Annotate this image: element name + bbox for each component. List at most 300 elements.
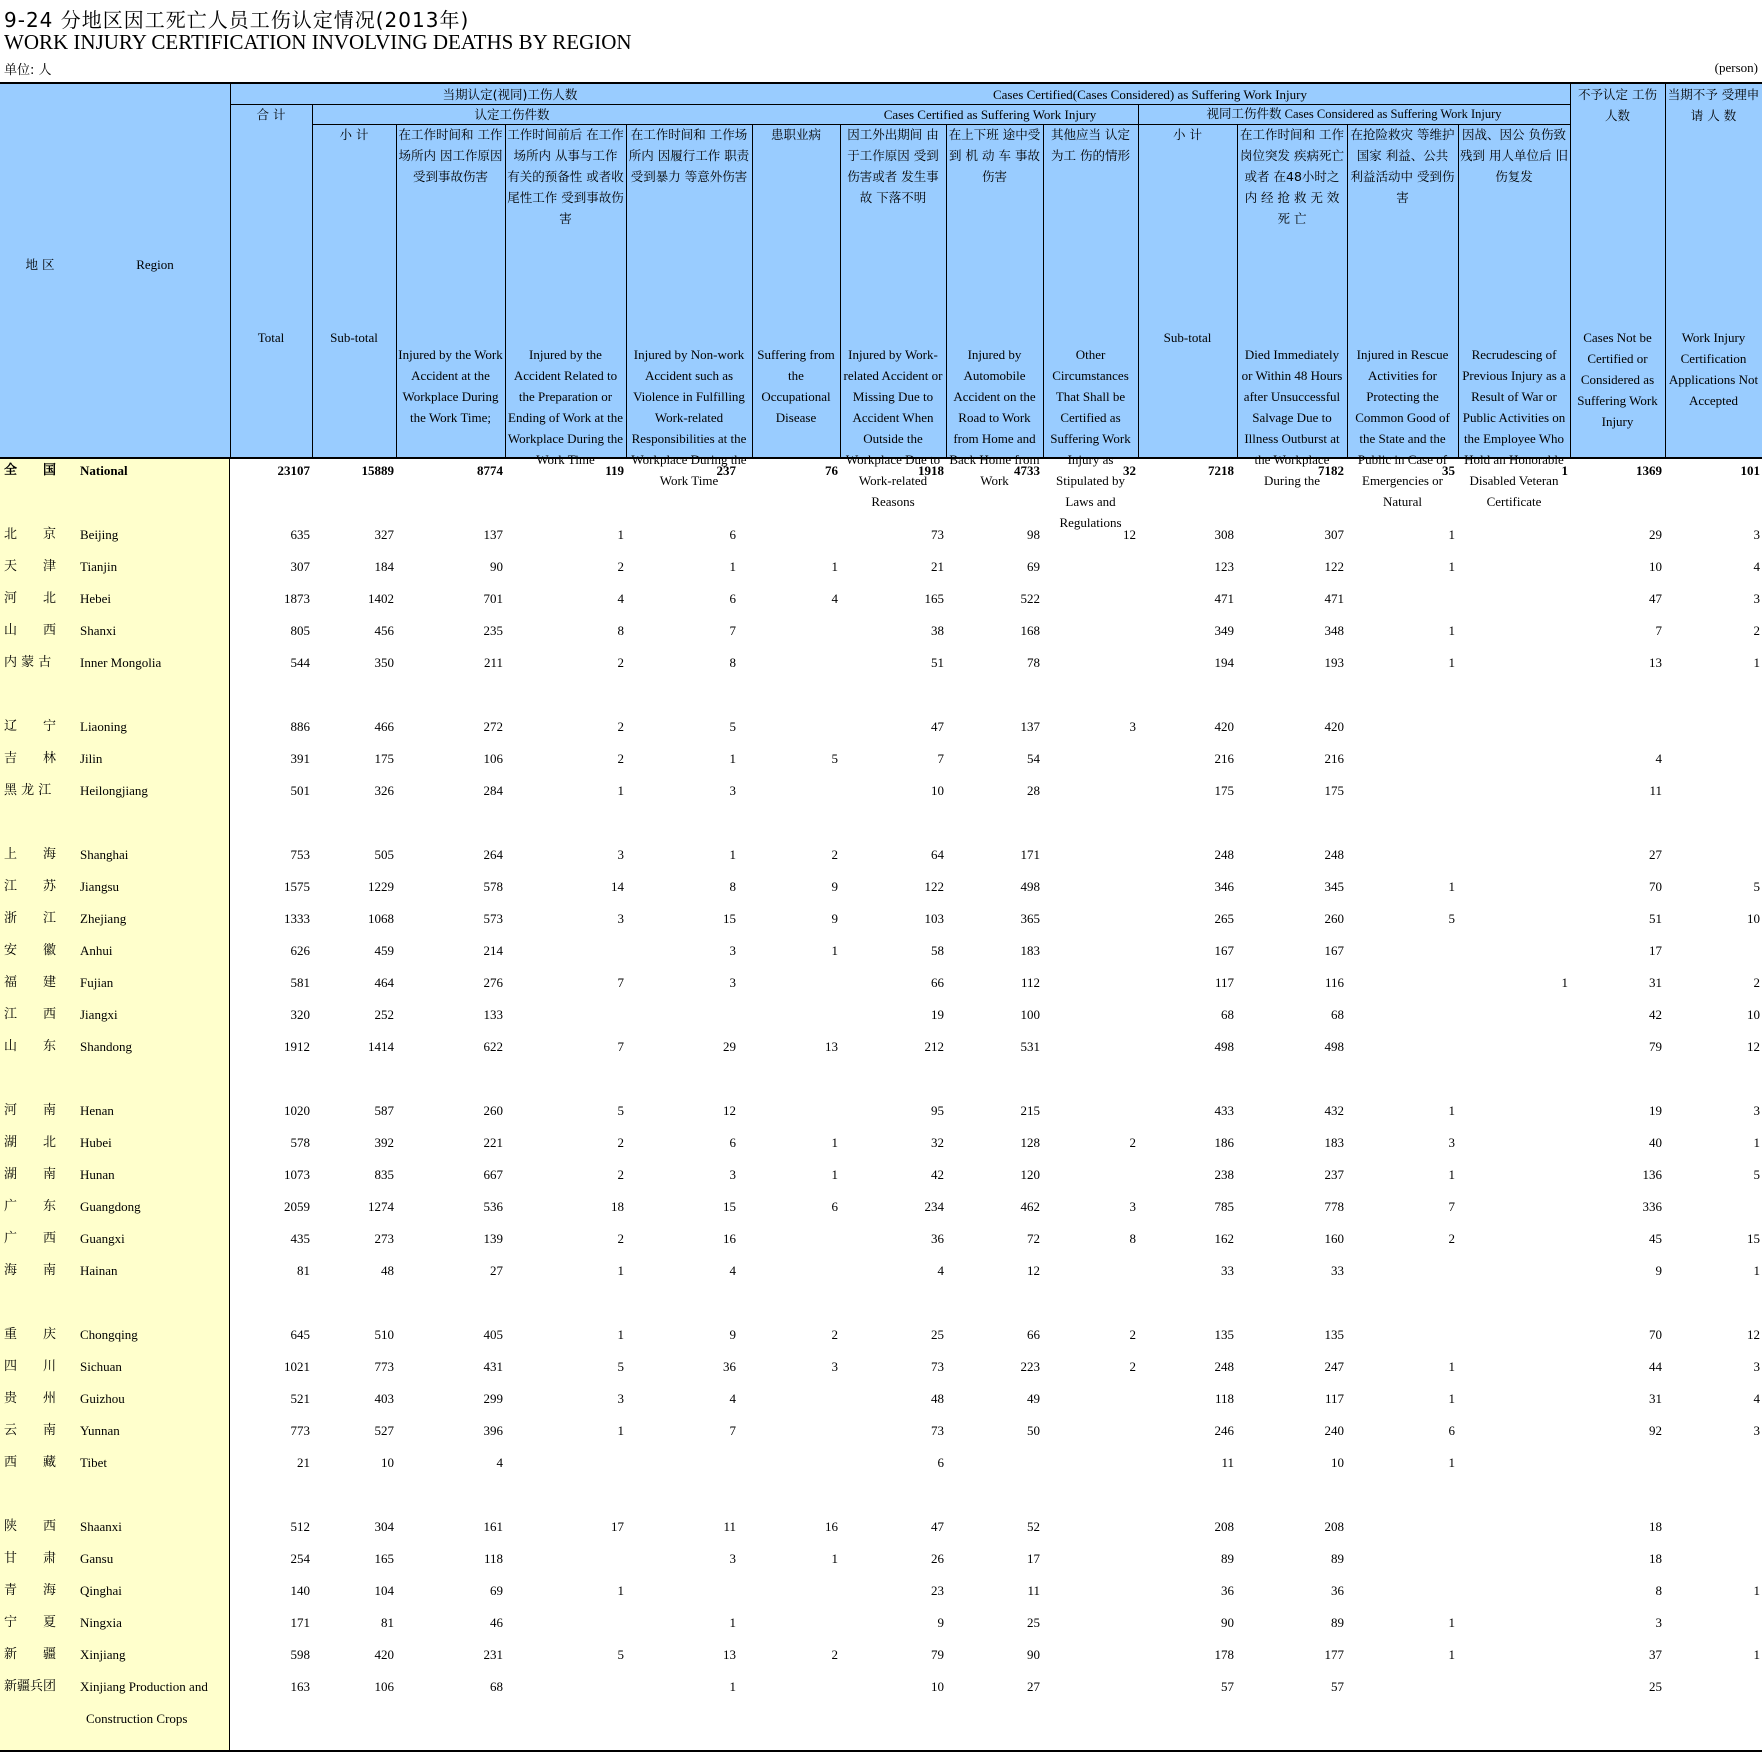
- table-cell: 117: [1214, 975, 1234, 990]
- table-cell: 9: [831, 911, 838, 926]
- table-cell: 47: [931, 719, 944, 734]
- row-region-en: Shaanxi: [80, 1519, 122, 1534]
- table-cell: 349: [1214, 623, 1234, 638]
- header-col-cn: 小 计: [1173, 127, 1202, 142]
- header-col-2: [312, 124, 396, 457]
- header-not-certified-cn: 不予认定 工伤人数: [1578, 87, 1657, 123]
- table-cell: 128: [1020, 1135, 1040, 1150]
- row-region-cn: 广 西: [4, 1231, 57, 1246]
- table-cell: 1: [729, 847, 736, 862]
- table-cell: 1: [1448, 1359, 1455, 1374]
- table-cell: 48: [931, 1391, 944, 1406]
- table-cell: 136: [1642, 1167, 1662, 1182]
- table-cell: 326: [374, 783, 394, 798]
- table-cell: 183: [1020, 943, 1040, 958]
- header-col-6: [752, 124, 840, 457]
- table-cell: 2: [617, 751, 624, 766]
- table-cell: 3: [1753, 1103, 1760, 1118]
- table-cell: 160: [1324, 1231, 1344, 1246]
- title-en: WORK INJURY CERTIFICATION INVOLVING DEATHS BY REGION: [4, 30, 632, 54]
- table-cell: 521: [290, 1391, 310, 1406]
- title-cn: 9-24 分地区因工死亡人员工伤认定情况(2013年): [4, 8, 470, 32]
- table-cell: 18: [1649, 1519, 1662, 1534]
- row-region-cn: 河 南: [4, 1103, 57, 1118]
- table-cell: 18: [1649, 1551, 1662, 1566]
- row-region-cn: 浙 江: [4, 911, 57, 926]
- table-cell: 4: [729, 1391, 736, 1406]
- table-cell: 116: [1324, 975, 1344, 990]
- table-cell: 3: [1129, 1199, 1136, 1214]
- header-col-3: [396, 124, 505, 457]
- table-cell: 1: [1448, 1103, 1455, 1118]
- table-cell: 162: [1214, 1231, 1234, 1246]
- table-cell: 1: [1753, 1263, 1760, 1278]
- header-col-en: Other Circumstances That Shall be Certified as Suffering Work Injury as Stipulated by Laws and Regulations: [1050, 347, 1131, 530]
- row-region-en: Tibet: [80, 1455, 107, 1470]
- row-region-cn: 湖 南: [4, 1167, 57, 1182]
- table-row: [0, 1192, 1762, 1222]
- table-row: [0, 1640, 1762, 1670]
- row-region-en: Yunnan: [80, 1423, 120, 1438]
- row-region-cn: 江 西: [4, 1007, 57, 1022]
- table-cell: 112: [1020, 975, 1040, 990]
- table-cell: 420: [1214, 719, 1234, 734]
- table-cell: 47: [931, 1519, 944, 1534]
- table-cell: 420: [1324, 719, 1344, 734]
- row-region-cn: 陕 西: [4, 1519, 57, 1534]
- table-cell: 68: [1221, 1007, 1234, 1022]
- table-cell: 70: [1649, 1327, 1662, 1342]
- table-cell: 1: [1448, 1647, 1455, 1662]
- table-cell: 11: [723, 1519, 736, 1534]
- row-region-cn: 重 庆: [4, 1327, 57, 1342]
- table-row: [0, 1672, 1762, 1726]
- table-cell: 2: [831, 1327, 838, 1342]
- table-cell: 16: [825, 1519, 838, 1534]
- header-region-en: Region: [136, 257, 174, 272]
- row-region-cn: 广 东: [4, 1199, 57, 1214]
- table-cell: 5: [617, 1103, 624, 1118]
- table-cell: 29: [1649, 527, 1662, 542]
- table-cell: 6: [937, 1455, 944, 1470]
- row-region-en: Ningxia: [80, 1615, 122, 1630]
- table-cell: 1: [617, 1583, 624, 1598]
- table-cell: 265: [1214, 911, 1234, 926]
- table-cell: 9: [729, 1327, 736, 1342]
- table-cell: 29: [723, 1039, 736, 1054]
- table-cell: 51: [1649, 911, 1662, 926]
- table-cell: 167: [1324, 943, 1344, 958]
- table-cell: 1: [831, 1167, 838, 1182]
- table-cell: 2: [617, 719, 624, 734]
- table-cell: 79: [931, 1647, 944, 1662]
- table-row: [0, 744, 1762, 774]
- table-cell: 51: [931, 655, 944, 670]
- table-cell: 8: [729, 655, 736, 670]
- table-cell: 3: [617, 1391, 624, 1406]
- table-cell: 68: [490, 1679, 503, 1694]
- table-row: [0, 1576, 1762, 1606]
- table-cell: 260: [483, 1103, 503, 1118]
- table-cell: 27: [1027, 1679, 1040, 1694]
- table-cell: 104: [374, 1583, 394, 1598]
- table-cell: 36: [1221, 1583, 1234, 1598]
- table-cell: 1: [1448, 527, 1455, 542]
- table-cell: 498: [1020, 879, 1040, 894]
- table-cell: 36: [1331, 1583, 1344, 1598]
- table-cell: 1: [617, 1263, 624, 1278]
- table-cell: 13: [1649, 655, 1662, 670]
- table-cell: 1333: [284, 911, 310, 926]
- table-cell: 1: [1448, 559, 1455, 574]
- table-cell: 4: [1753, 1391, 1760, 1406]
- table-cell: 667: [483, 1167, 503, 1182]
- header-col-1: [230, 104, 312, 457]
- row-region-en: Hainan: [80, 1263, 118, 1278]
- table-cell: 17: [1649, 943, 1662, 958]
- table-cell: 208: [1324, 1519, 1344, 1534]
- table-cell: 1: [617, 527, 624, 542]
- header-col-en: Died Immediately or Within 48 Hours after Unsuccessful Salvage Due to Illness Outburst at the Workplace During the: [1241, 347, 1343, 488]
- table-cell: 345: [1324, 879, 1344, 894]
- unit-label: 单位: 人: [4, 63, 52, 78]
- table-row: [0, 584, 1762, 614]
- table-cell: 1: [831, 1551, 838, 1566]
- table-row: [0, 648, 1762, 678]
- row-region-en: Shandong: [80, 1039, 132, 1054]
- table-cell: 6: [729, 527, 736, 542]
- table-cell: 246: [1214, 1423, 1234, 1438]
- header-col-cn: 在工作时间和 工作场所内 因工作原因 受到事故伤害: [398, 127, 503, 184]
- table-row: [0, 872, 1762, 902]
- row-region-en: Zhejiang: [80, 911, 127, 926]
- table-cell: 581: [290, 975, 310, 990]
- table-cell: 805: [290, 623, 310, 638]
- header-col-cn: 在工作时间和 工作场所内 因履行工作 职责受到暴力 等意外伤害: [628, 127, 750, 184]
- table-cell: 3: [1753, 1359, 1760, 1374]
- table-cell: 886: [290, 719, 310, 734]
- table-cell: 3: [1753, 591, 1760, 606]
- table-cell: 15: [723, 1199, 736, 1214]
- table-cell: 5: [1753, 1167, 1760, 1182]
- table-cell: 31: [1649, 1391, 1662, 1406]
- table-cell: 307: [290, 559, 310, 574]
- table-cell: 304: [374, 1519, 394, 1534]
- table-cell: 1414: [368, 1039, 394, 1054]
- table-cell: 578: [483, 879, 503, 894]
- table-cell: 13: [825, 1039, 838, 1054]
- header-not-accepted-cn: 当期不予 受理申请 人 数: [1667, 87, 1760, 123]
- header-col-cn: 小 计: [339, 127, 369, 142]
- table-cell: 1: [617, 1327, 624, 1342]
- table-cell: 106: [374, 1679, 394, 1694]
- row-region-en: Shanxi: [80, 623, 117, 638]
- table-cell: 17: [611, 1519, 624, 1534]
- table-cell: 1: [1448, 655, 1455, 670]
- row-region-cn: 内 蒙 古: [4, 655, 52, 670]
- table-cell: 89: [1331, 1615, 1344, 1630]
- table-cell: 276: [483, 975, 503, 990]
- header-col-cn: 患职业病: [770, 127, 821, 142]
- table-cell: 161: [483, 1519, 503, 1534]
- table-cell: 89: [1331, 1551, 1344, 1566]
- header-col-en: Injured in Rescue Activities for Protecting the Common Good of the State and the Public in Case of Emergencies or Natural: [1355, 347, 1450, 509]
- table-cell: 2: [831, 847, 838, 862]
- table-cell: 8: [729, 879, 736, 894]
- header-col-cn: 在上下班 途中受到 机 动 车 事故伤害: [948, 127, 1041, 184]
- table-cell: 464: [374, 975, 394, 990]
- table-cell: 52: [1027, 1519, 1040, 1534]
- table-cell: 1021: [284, 1359, 310, 1374]
- table-cell: 396: [483, 1423, 503, 1438]
- row-region-en: Heilongjiang: [80, 783, 148, 798]
- row-region-en: Anhui: [80, 943, 113, 958]
- table-cell: 168: [1020, 623, 1040, 638]
- table-cell: 5: [617, 1359, 624, 1374]
- table-cell: 598: [290, 1647, 310, 1662]
- table-cell: 835: [374, 1167, 394, 1182]
- table-cell: 501: [290, 783, 310, 798]
- table-cell: 701: [483, 591, 503, 606]
- table-cell: 1: [1561, 463, 1568, 478]
- table-cell: 119: [605, 463, 624, 478]
- row-region-en: Chongqing: [80, 1327, 138, 1342]
- table-cell: 462: [1020, 1199, 1040, 1214]
- table-cell: 773: [290, 1423, 310, 1438]
- table-cell: 272: [483, 719, 503, 734]
- table-cell: 7: [617, 975, 624, 990]
- row-region-en: Jiangsu: [80, 879, 119, 894]
- header-col-en: Injured by Work-related Accident or Missing Due to Accident When Outside the Workplace Due to Work-related Reasons: [843, 347, 943, 509]
- table-cell: 247: [1324, 1359, 1344, 1374]
- table-cell: 32: [931, 1135, 944, 1150]
- table-cell: 211: [483, 655, 503, 670]
- table-cell: 522: [1020, 591, 1040, 606]
- table-cell: 10: [931, 1679, 944, 1694]
- row-region-en: Beijing: [80, 527, 119, 542]
- table-cell: 122: [924, 879, 944, 894]
- table-cell: 308: [1214, 527, 1234, 542]
- table-cell: 7: [1448, 1199, 1455, 1214]
- table-cell: 536: [483, 1199, 503, 1214]
- table-cell: 1: [1448, 1615, 1455, 1630]
- header-col-en: Cases Not be Certified or Considered as Suffering Work Injury: [1577, 330, 1658, 429]
- row-region-en: Qinghai: [80, 1583, 122, 1598]
- table-cell: 165: [374, 1551, 394, 1566]
- table-row: [0, 1320, 1762, 1350]
- table-cell: 23107: [277, 463, 310, 478]
- table-cell: 21: [931, 559, 944, 574]
- header-top-cn: 当期认定(视同)工伤人数: [442, 87, 578, 102]
- table-cell: 92: [1649, 1423, 1662, 1438]
- table-cell: 31: [1649, 975, 1662, 990]
- table-cell: 8: [1129, 1231, 1136, 1246]
- row-region-en: Guizhou: [80, 1391, 125, 1406]
- row-region-en: Sichuan: [80, 1359, 122, 1374]
- table-cell: 33: [1221, 1263, 1234, 1278]
- row-region-en: Liaoning: [80, 719, 127, 734]
- table-cell: 1: [729, 751, 736, 766]
- table-cell: 123: [1214, 559, 1234, 574]
- table-cell: 1: [1753, 655, 1760, 670]
- table-cell: 5: [1753, 879, 1760, 894]
- header-col-cn: 工作时间前后 在工作场所内 从事与工作 有关的预备性 或者收尾性工作 受到事故伤害: [507, 127, 624, 226]
- table-cell: 1068: [368, 911, 394, 926]
- table-cell: 120: [1020, 1167, 1040, 1182]
- table-row: [0, 1512, 1762, 1542]
- row-region-en: Fujian: [80, 975, 114, 990]
- table-cell: 234: [924, 1199, 944, 1214]
- table-cell: 622: [483, 1039, 503, 1054]
- table-cell: 14: [611, 879, 624, 894]
- table-cell: 2: [617, 1167, 624, 1182]
- table-cell: 1: [1448, 879, 1455, 894]
- table-cell: 471: [1214, 591, 1234, 606]
- table-cell: 118: [483, 1551, 503, 1566]
- table-cell: 208: [1214, 1519, 1234, 1534]
- table-cell: 284: [483, 783, 503, 798]
- row-region-cn: 天 津: [4, 559, 57, 574]
- table-cell: 186: [1214, 1135, 1234, 1150]
- table-cell: 23: [931, 1583, 944, 1598]
- table-row: [0, 552, 1762, 582]
- table-cell: 216: [1214, 751, 1234, 766]
- table-cell: 11: [1027, 1583, 1040, 1598]
- table-cell: 101: [1740, 463, 1760, 478]
- row-region-cn: 北 京: [4, 527, 57, 542]
- table-cell: 4733: [1014, 463, 1040, 478]
- table-cell: 16: [723, 1231, 736, 1246]
- row-region-cn: 吉 林: [4, 751, 57, 766]
- row-region-en: Hebei: [80, 591, 112, 606]
- table-cell: 433: [1214, 1103, 1234, 1118]
- header-col-en: Recrudescing of Previous Injury as a Result of War or Public Activities on the Employee Who Hold an Honorable Disabled Veteran Certificate: [1462, 347, 1566, 509]
- row-region-en: Guangdong: [80, 1199, 141, 1214]
- table-cell: 89: [1221, 1551, 1234, 1566]
- table-row: [0, 776, 1762, 806]
- table-cell: 8774: [477, 463, 503, 478]
- table-cell: 2: [1129, 1359, 1136, 1374]
- table-cell: 348: [1324, 623, 1344, 638]
- row-region-cn: 云 南: [4, 1423, 57, 1438]
- row-region-en: Xinjiang: [80, 1647, 126, 1662]
- table-cell: 435: [290, 1231, 310, 1246]
- table-cell: 13: [723, 1647, 736, 1662]
- header-total-cn: 合 计: [256, 107, 286, 122]
- table-cell: 118: [1214, 1391, 1234, 1406]
- table-cell: 18: [611, 1199, 624, 1214]
- table-cell: 7: [937, 751, 944, 766]
- table-cell: 167: [1214, 943, 1234, 958]
- table-cell: 177: [1324, 1647, 1344, 1662]
- table-row: [0, 456, 1762, 486]
- row-region-cn: 西 藏: [4, 1455, 57, 1470]
- table-cell: 1: [729, 1615, 736, 1630]
- header-col-cn: 因工外出期间 由于工作原因 受到伤害或者 发生事故 下落不明: [847, 127, 939, 205]
- table-cell: 54: [1027, 751, 1040, 766]
- table-cell: 171: [1020, 847, 1040, 862]
- table-cell: 8: [1655, 1583, 1662, 1598]
- row-region-en: Inner Mongolia: [80, 655, 162, 670]
- table-row: [0, 1000, 1762, 1030]
- table-cell: 2: [1448, 1231, 1455, 1246]
- table-cell: 184: [374, 559, 394, 574]
- table-cell: 392: [374, 1135, 394, 1150]
- table-cell: 48: [381, 1263, 394, 1278]
- table-cell: 3: [1753, 527, 1760, 542]
- table-cell: 122: [1324, 559, 1344, 574]
- row-region-cn: 上 海: [4, 847, 57, 862]
- table-cell: 135: [1214, 1327, 1234, 1342]
- table-cell: 133: [483, 1007, 503, 1022]
- header-col-cn: 在工作时间和 工作岗位突发 疾病死亡或者 在48小时之内 经 抢 救 无 效 死 亡: [1240, 127, 1344, 226]
- table-row: [0, 1544, 1762, 1574]
- row-region-cn: 黑 龙 江: [4, 783, 52, 798]
- table-cell: 498: [1214, 1039, 1234, 1054]
- table-cell: 106: [483, 751, 503, 766]
- table-cell: 100: [1020, 1007, 1040, 1022]
- table-cell: 1: [831, 559, 838, 574]
- table-cell: 38: [931, 623, 944, 638]
- table-row: [0, 1256, 1762, 1286]
- table-cell: 5: [831, 751, 838, 766]
- row-region-cn: 新疆兵团: [4, 1679, 57, 1694]
- table-cell: 117: [1324, 1391, 1344, 1406]
- header-col-cn: 因战、因公 负伤致残到 用人单位后 旧伤复发: [1460, 127, 1568, 184]
- table-cell: 459: [374, 943, 394, 958]
- table-cell: 7: [729, 623, 736, 638]
- table-cell: 11: [1649, 783, 1662, 798]
- table-cell: 1229: [368, 879, 394, 894]
- table-cell: 58: [931, 943, 944, 958]
- table-cell: 527: [374, 1423, 394, 1438]
- table-cell: 11: [1221, 1455, 1234, 1470]
- table-cell: 431: [483, 1359, 503, 1374]
- table-cell: 2: [1129, 1327, 1136, 1342]
- table-row: [0, 616, 1762, 646]
- table-cell: 2: [1129, 1135, 1136, 1150]
- table-cell: 626: [290, 943, 310, 958]
- table-cell: 137: [483, 527, 503, 542]
- table-cell: 10: [1331, 1455, 1344, 1470]
- table-cell: 15889: [361, 463, 394, 478]
- table-cell: 299: [483, 1391, 503, 1406]
- table-cell: 346: [1214, 879, 1234, 894]
- table-cell: 10: [1649, 559, 1662, 574]
- table-cell: 3: [729, 783, 736, 798]
- table-cell: 6: [831, 1199, 838, 1214]
- table-cell: 68: [1331, 1007, 1344, 1022]
- table-cell: 9: [937, 1615, 944, 1630]
- row-region-cn: 辽 宁: [4, 719, 57, 734]
- table-cell: 10: [1747, 911, 1760, 926]
- table-cell: 350: [374, 655, 394, 670]
- table-cell: 1918: [918, 463, 944, 478]
- table-cell: 42: [931, 1167, 944, 1182]
- table-cell: 3: [729, 975, 736, 990]
- table-cell: 7: [617, 1039, 624, 1054]
- table-cell: 1274: [368, 1199, 394, 1214]
- table-cell: 2: [617, 559, 624, 574]
- table-cell: 66: [931, 975, 944, 990]
- table-cell: 26: [931, 1551, 944, 1566]
- row-region-cn: 甘 肃: [4, 1551, 57, 1566]
- row-region-cn: 福 建: [4, 975, 57, 990]
- header-col-en: Sub-total: [330, 330, 378, 345]
- row-region-en-line2: Construction Crops: [86, 1711, 188, 1726]
- table-cell: 3: [617, 847, 624, 862]
- table-cell: 1369: [1636, 463, 1662, 478]
